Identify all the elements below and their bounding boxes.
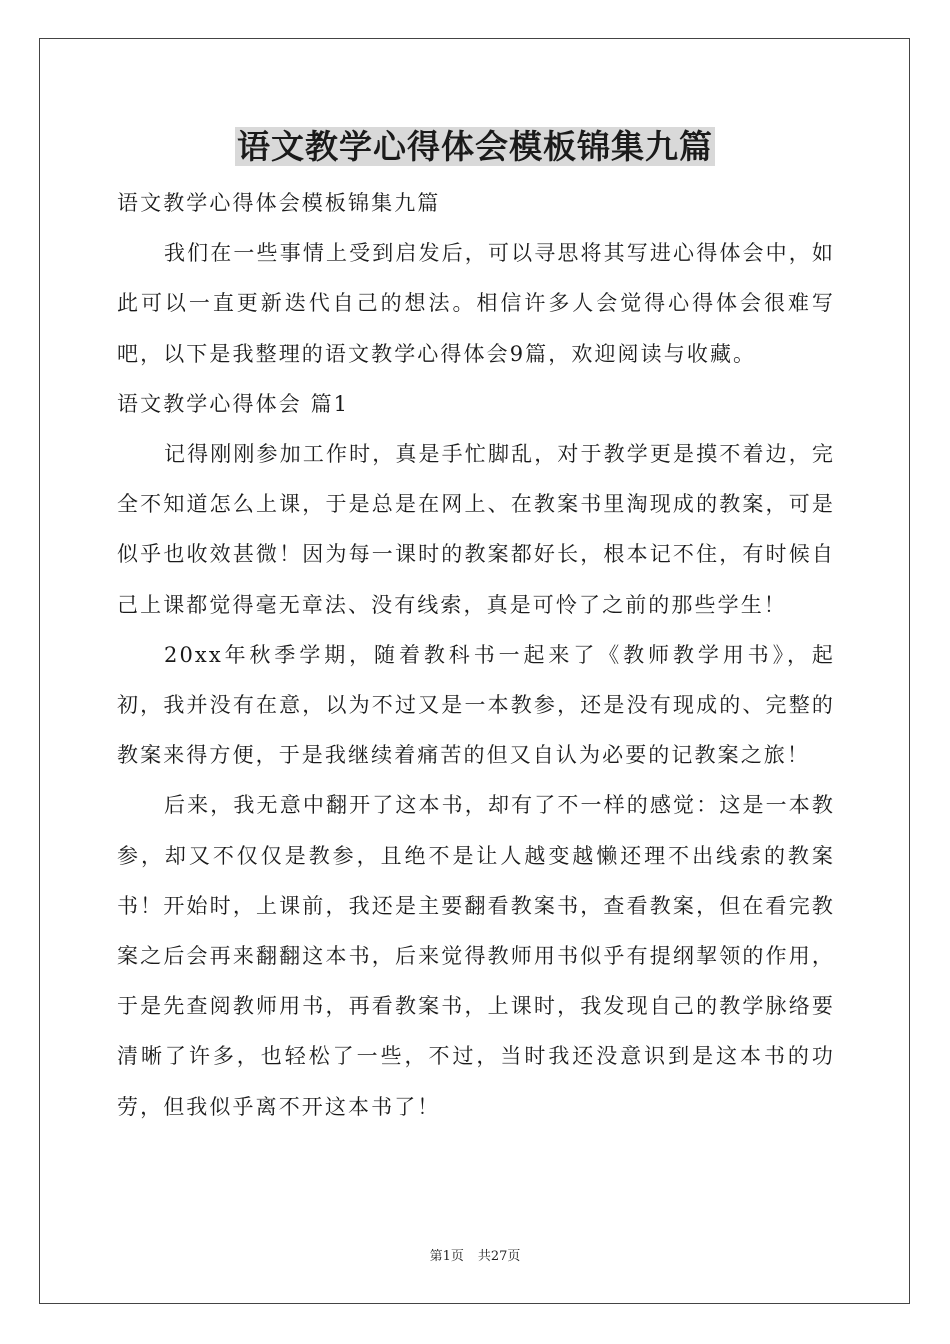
page-number-current: 第1页 [429,1249,464,1264]
body-paragraph-3: 后来，我无意中翻开了这本书，却有了不一样的感觉：这是一本教参，却又不仅仅是教参，且绝不是让人越变越懒还理不出线索的教案书！开始时，上课前，我还是主要翻看教案书，查看教案，但在看完教案之后会再来翻翻这本书，后来觉得教师用书似乎有提纲挈领的作用，于是先查阅教师用书，再看教案书，上课时，我发现自己的教学脉络要清晰了许多，也轻松了一些，不过，当时我还没意识到是这本书的功劳，但我似乎离不开这本书了！ [117,793,835,1119]
page-footer [0,1248,950,1266]
document-title [0,124,950,170]
body-paragraph-1: 记得刚刚参加工作时，真是手忙脚乱，对于教学更是摸不着边，完全不知道怎么上课，于是总是在网上、在教案书里淘现成的教案，可是似乎也收效甚微！因为每一课时的教案都好长，根本记不住，有时候自己上课都觉得毫无章法、没有线索，真是可怜了之前的那些学生！ [117,442,835,617]
intro-paragraph: 我们在一些事情上受到启发后，可以寻思将其写进心得体会中，如此可以一直更新迭代自己的想法。相信许多人会觉得心得体会很难写吧，以下是我整理的语文教学心得体会9篇，欢迎阅读与收藏。 [117,241,835,366]
body-paragraph-2: 20xx年秋季学期，随着教科书一起来了《教师教学用书》，起初，我并没有在意，以为不过又是一本教参，还是没有现成的、完整的教案来得方便，于是我继续着痛苦的但又自认为必要的记教案之旅！ [117,642,835,768]
document-body [117,178,835,1132]
section-heading: 语文教学心得体会 篇1 [117,391,350,416]
document-subtitle: 语文教学心得体会模板锦集九篇 [117,191,441,215]
page-number-total: 共27页 [477,1249,521,1264]
document-title-text: 语文教学心得体会模板锦集九篇 [237,127,713,166]
